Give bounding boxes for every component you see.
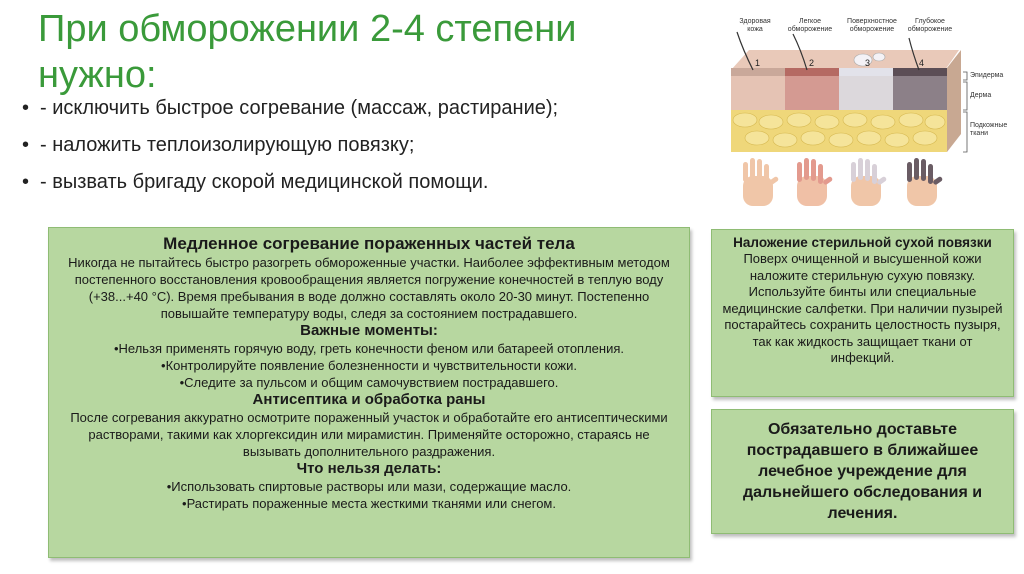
dont-item: •Растирать пораженные места жесткими тканями или снегом. <box>182 496 556 511</box>
important-item: •Следите за пульсом и общим самочувствием пострадавшего. <box>179 375 559 390</box>
col-4-epidermis <box>893 68 947 76</box>
hospital-delivery-box <box>711 409 1014 534</box>
col-1-epidermis <box>731 68 785 76</box>
caption-deep-frostbite: Глубокое обморожение <box>907 18 953 33</box>
antiseptic-text: После согревания аккуратно осмотрите пораженный участок и обработайте его антисептическими растворами, такими как хлоргексидин или мирамистин. Применяйте осторожно, стараясь не вызывать дополнительного раздражения. <box>70 410 668 459</box>
slow-warming-heading: Медленное согревание пораженных частей тела <box>163 234 575 253</box>
caption-healthy-skin: Здоровая кожа <box>739 18 771 33</box>
slide-title: При обморожении 2-4 степени нужно: <box>38 8 577 96</box>
block-side-face <box>947 50 961 152</box>
bullet-dot: • <box>22 134 30 156</box>
blister <box>873 53 885 61</box>
bullet-dot: • <box>22 171 30 193</box>
block-top-face <box>731 50 959 70</box>
sterile-dressing-text: Поверх очищенной и высушенной кожи наложите стерильную сухую повязку. Используйте бинты или специальные медицинские салфетки. При наличии пузырей постарайтесь сохранить целостность пузыря, так как жидкость защищает ткани от инфекций. <box>722 251 1003 365</box>
hand-1 <box>743 158 779 206</box>
important-item: •Нельзя применять горячую воду, греть конечности феном или батареей отопления. <box>113 341 624 356</box>
col-2-epidermis <box>785 68 839 76</box>
bullet-item <box>22 129 702 166</box>
bullet-text: - исключить быстрое согревание (массаж, растирание); <box>40 97 559 119</box>
col-number: 1 <box>755 58 761 68</box>
sterile-dressing-heading: Наложение стерильной сухой повязки <box>733 235 992 250</box>
caption-superficial-frostbite: Поверхностное обморожение <box>847 18 897 33</box>
hand-4 <box>907 158 943 206</box>
hospital-delivery-text: Обязательно доставьте пострадавшего в ближайшее лечебное учреждение для дальнейшего обследования и лечения. <box>742 421 983 522</box>
hand-2 <box>797 158 833 206</box>
layer-label-dermis: Дерма <box>970 92 992 99</box>
bullet-dot: • <box>22 97 30 119</box>
bullet-text: - вызвать бригаду скорой медицинской помощи. <box>40 171 489 193</box>
col-number: 4 <box>919 58 925 68</box>
col-3-epidermis <box>839 68 893 76</box>
bullet-text: - наложить теплоизолирующую повязку; <box>40 134 415 156</box>
dont-heading: Что нельзя делать: <box>296 460 442 477</box>
antiseptic-heading: Антисептика и обработка раны <box>252 391 486 408</box>
hands-illustration <box>743 158 943 206</box>
bullet-item <box>22 92 702 129</box>
important-item: •Контролируйте появление болезненности и чувствительности кожи. <box>161 358 577 373</box>
layer-label-subcutaneous: Подкожные ткани <box>970 122 1008 137</box>
layer-brackets <box>963 72 967 152</box>
important-heading: Важные моменты: <box>300 322 438 339</box>
sterile-dressing-box <box>711 229 1014 397</box>
slow-warming-text: Никогда не пытайтесь быстро разогреть обмороженные участки. Наиболее эффективным методом постепенного восстановления кровообращения является погружение конечностей в теплую воду (+38...+40 °C). Время пребывания в воде должно составлять около 20-30 минут. Постепенно повышайте температуру воды, следя за состоянием пострадавшего. <box>68 255 670 321</box>
col-number: 2 <box>809 58 815 68</box>
frostbite-skin-illustration <box>723 10 1013 220</box>
slow-warming-box <box>48 227 690 558</box>
col-number: 3 <box>865 58 871 68</box>
layer-label-epidermis: Эпидерма <box>970 72 1004 79</box>
bullet-item <box>22 166 702 203</box>
dont-item: •Использовать спиртовые растворы или мази, содержащие масло. <box>166 479 572 494</box>
bullet-list <box>22 92 702 203</box>
hand-3 <box>851 158 887 206</box>
caption-mild-frostbite: Легкое обморожение <box>787 18 833 33</box>
skin-layers-diagram <box>723 10 1013 220</box>
